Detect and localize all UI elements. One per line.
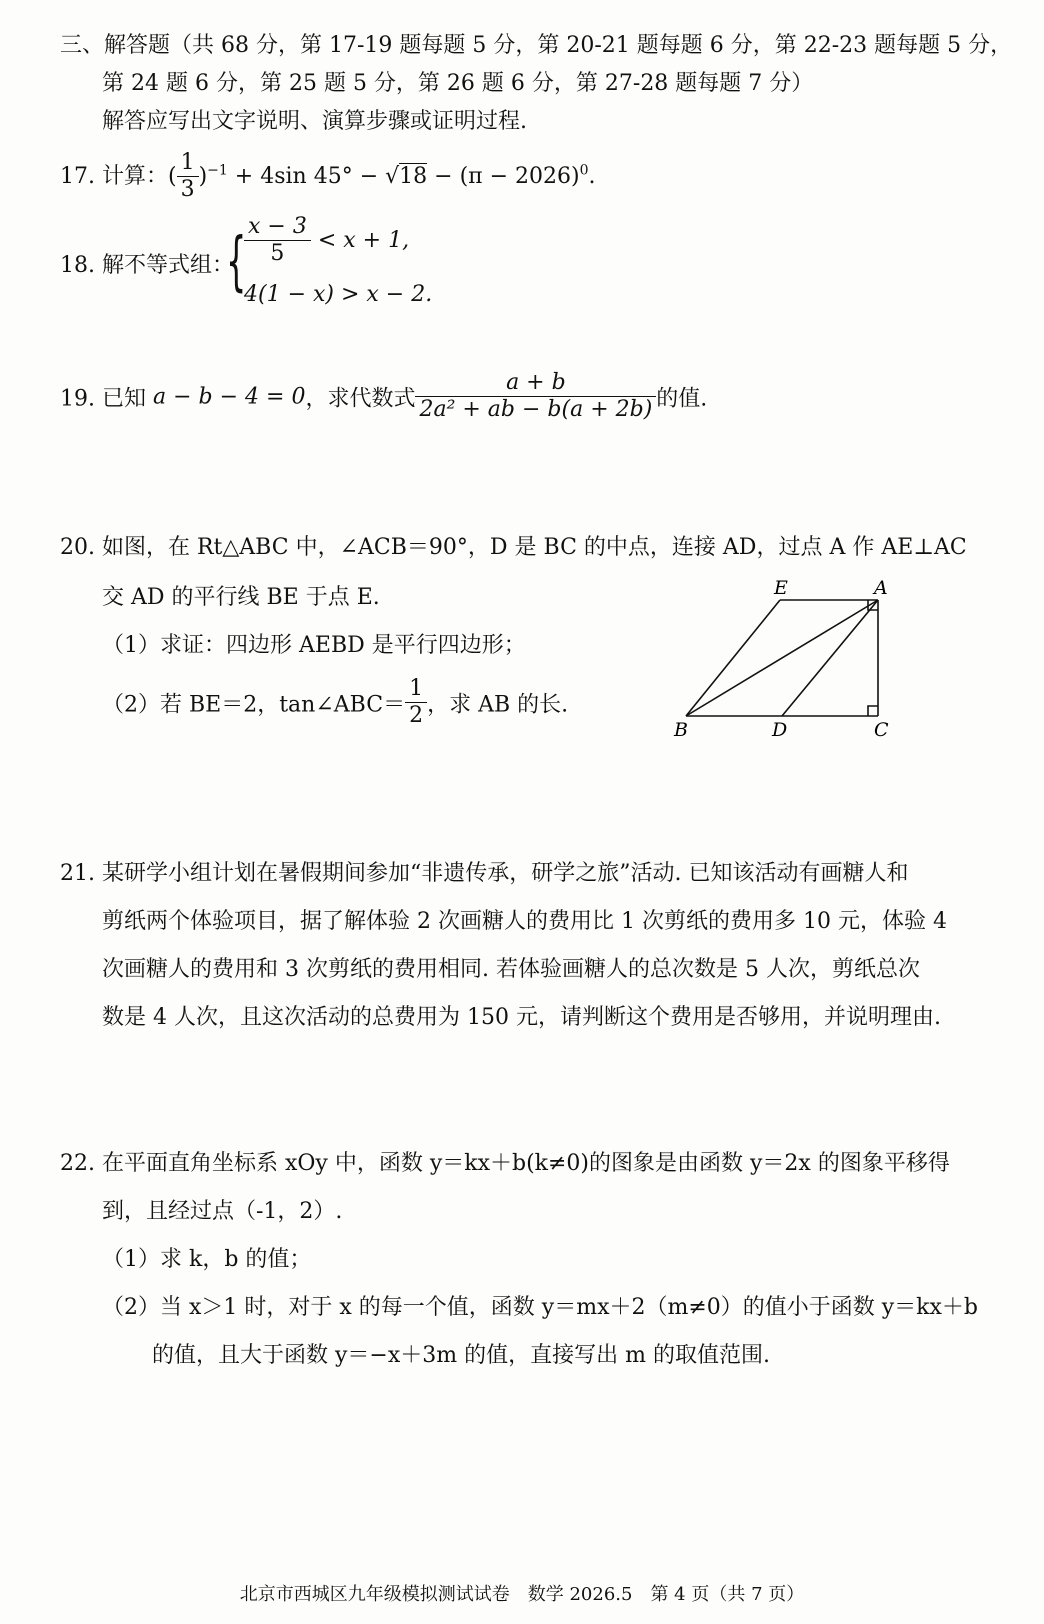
- label-D: D: [772, 719, 788, 741]
- section-heading-line2: 第 24 题 6 分，第 25 题 5 分，第 26 题 6 分，第 27-28 题每题 7 分）: [102, 71, 814, 96]
- right-angle-C: [868, 706, 878, 716]
- page-footer: 北京市西城区九年级模拟测试试卷 数学 2026.5 第 4 页（共 7 页）: [239, 1584, 805, 1605]
- q22-line2: 到，且经过点（-1，2）.: [102, 1199, 343, 1224]
- q21-line1: 21. 某研学小组计划在暑假期间参加“非遗传承，研学之旅”活动. 已知该活动有画糖人和: [60, 861, 909, 886]
- q18-line1: $\frac{x - 3}{5}$ < x + 1,: [244, 214, 409, 268]
- q18-label: 18. 解不等式组：: [60, 253, 234, 278]
- segment-AD: [782, 600, 878, 716]
- q17-fraction: $\frac{1}{3}$: [177, 150, 199, 204]
- q22-part2-line1: （2）当 x＞1 时，对于 x 的每一个值，函数 y＝mx＋2（m≠0）的值小于函数 y＝kx＋b: [102, 1295, 979, 1320]
- q20-line2: 交 AD 的平行线 BE 于点 E.: [102, 585, 380, 610]
- q22-line1: 22. 在平面直角坐标系 xOy 中，函数 y＝kx＋b(k≠0)的图象是由函数 y＝2x 的图象平移得: [60, 1151, 950, 1176]
- section-heading-line1: 三、解答题（共 68 分，第 17-19 题每题 5 分，第 20-21 题每题 6 分，第 22-23 题每题 5 分，: [60, 33, 1013, 58]
- q17-label: 17. 计算：: [60, 163, 168, 189]
- q19-fraction: $\frac{a + b}{\text{2a² + ab − b(a + 2b)}}$: [415, 370, 656, 424]
- segment-BE: [686, 600, 780, 716]
- brace-symbol: {: [226, 225, 247, 299]
- geometry-figure: [660, 576, 900, 746]
- q18-line2: 4(1 − x) > x − 2.: [244, 282, 433, 307]
- question-19: 19. 已知 a − b − 4 = 0，求代数式 $\frac{a + b}{\text{2a² + ab − b(a + 2b)}}$ 的值.: [60, 370, 708, 423]
- label-B: B: [674, 719, 688, 741]
- q21-line2: 剪纸两个体验项目，据了解体验 2 次画糖人的费用比 1 次剪纸的费用多 10 元，体验 4: [102, 909, 947, 934]
- sqrt-symbol: √: [385, 163, 400, 189]
- q20-part2: （2）若 BE＝2，tan∠ABC＝ $\frac{1}{2}$ ，求 AB 的长.: [102, 676, 569, 729]
- q22-part2-line2: 的值，且大于函数 y＝−x＋3m 的值，直接写出 m 的取值范围.: [152, 1343, 770, 1368]
- q21-line3: 次画糖人的费用和 3 次剪纸的费用相同. 若体验画糖人的总次数是 5 人次，剪纸总次: [102, 957, 920, 982]
- question-17: 17. 计算：( $\frac{1}{3}$ )$^{-1}$ + 4sin $45^\circ - √18 - (\pi - 2026)^0$.: [60, 150, 596, 203]
- segment-AB: [686, 600, 878, 716]
- q21-line4: 数是 4 人次，且这次活动的总费用为 150 元，请判断这个费用是否够用，并说明理由.: [102, 1005, 941, 1030]
- label-E: E: [774, 577, 788, 599]
- q20-line1: 20. 如图，在 Rt△ABC 中，∠ACB＝90°，D 是 BC 的中点，连接 AD，过点 A 作 AE⊥AC: [60, 535, 967, 560]
- q20-part1: （1）求证：四边形 AEBD 是平行四边形；: [102, 633, 526, 658]
- section-heading-line3: 解答应写出文字说明、演算步骤或证明过程.: [102, 109, 527, 134]
- label-A: A: [874, 577, 888, 599]
- label-C: C: [874, 719, 889, 741]
- q22-part1: （1）求 k，b 的值；: [102, 1247, 312, 1272]
